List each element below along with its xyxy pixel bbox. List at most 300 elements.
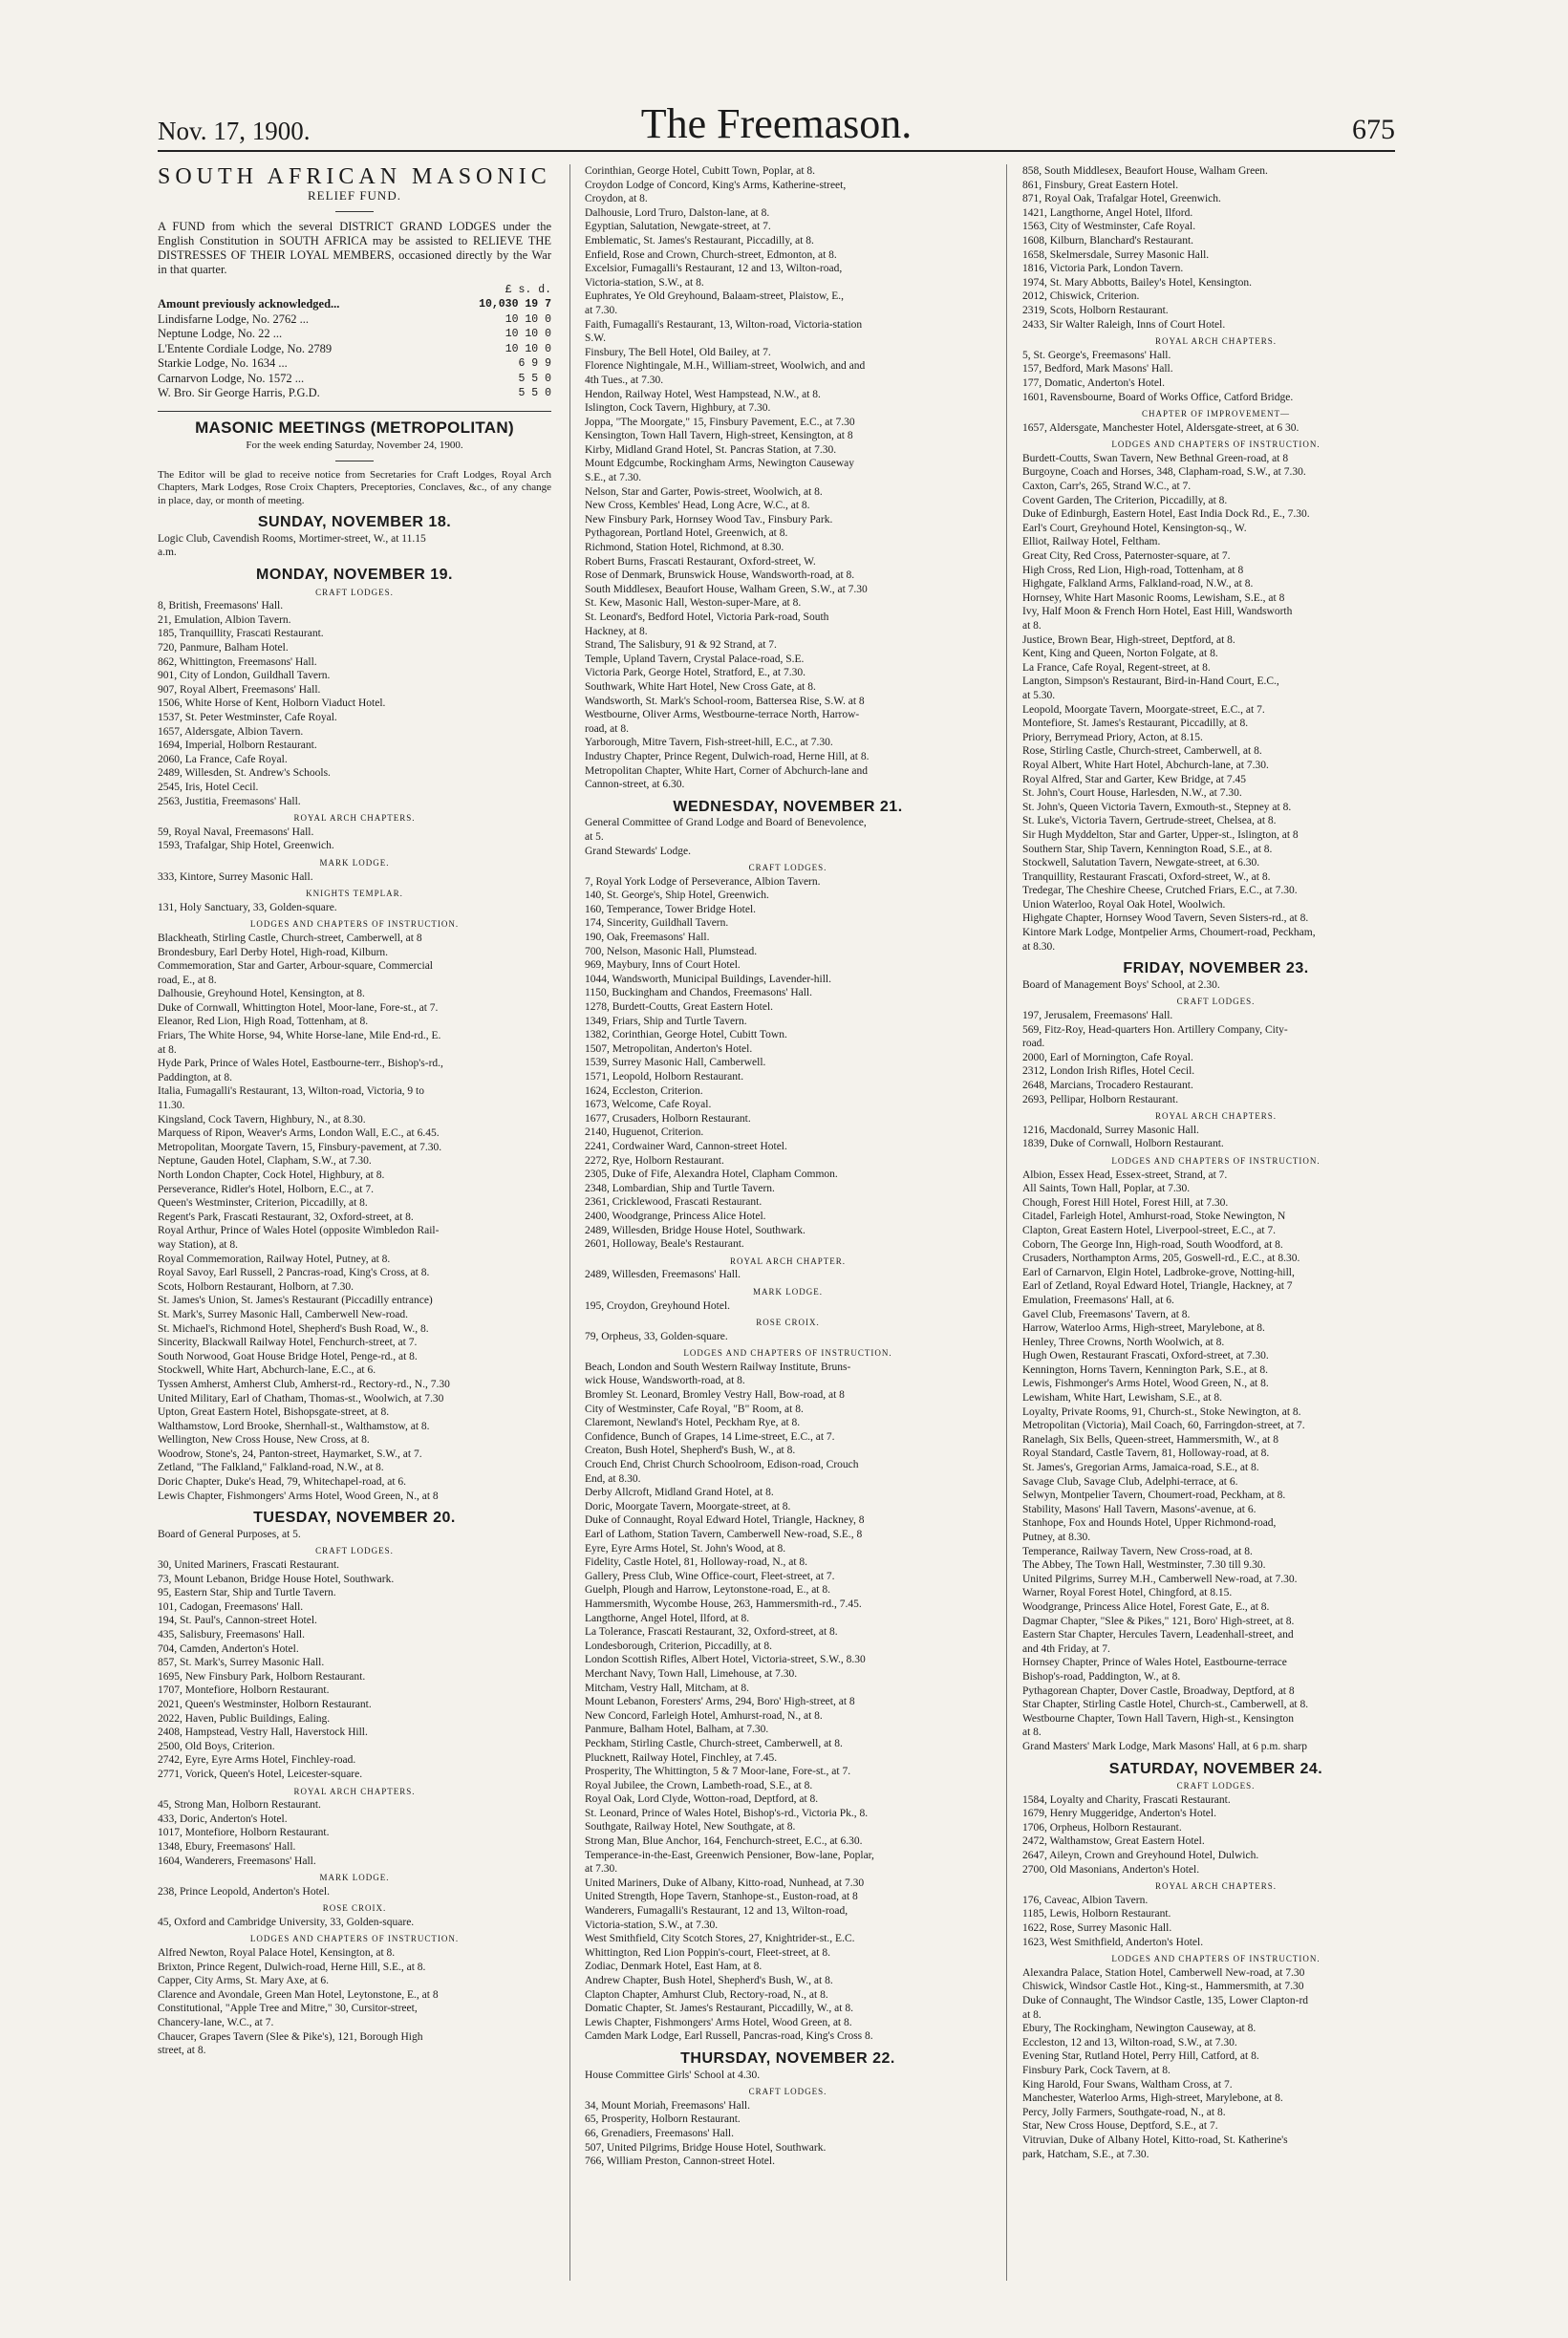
- meeting-entry: Kirby, Midland Grand Hotel, St. Pancras Station, at 7.30.: [585, 443, 837, 456]
- meeting-entry: Temperance, Railway Tavern, New Cross-road, at 8.: [1022, 1545, 1253, 1557]
- meeting-entry: Vitruvian, Duke of Albany Hotel, Kitto-road, St. Katherine's: [1022, 2134, 1288, 2146]
- meeting-entry: Peckham, Stirling Castle, Church-street, Camberwell, at 8.: [585, 1737, 843, 1749]
- meeting-entry: 2771, Vorick, Queen's Hotel, Leicester-square.: [158, 1768, 363, 1780]
- meeting-entry: at 5.30.: [1022, 689, 1056, 701]
- meeting-entry: Alexandra Palace, Station Hotel, Camberwell New-road, at 7.30: [1022, 1966, 1305, 1979]
- meeting-entry: Kennington, Horns Tavern, Kennington Park, S.E., at 8.: [1022, 1363, 1269, 1376]
- meeting-entry: Victoria-station, S.W., at 8.: [585, 276, 704, 289]
- meeting-entry: St. Mark's, Surrey Masonic Hall, Camberwell New-road.: [158, 1308, 409, 1320]
- category-heading: LODGES AND CHAPTERS OF INSTRUCTION.: [683, 1348, 892, 1359]
- category-heading: ROYAL ARCH CHAPTERS.: [1155, 1111, 1277, 1122]
- meeting-entry: 2472, Walthamstow, Great Eastern Hotel.: [1022, 1835, 1205, 1848]
- meeting-entry: Wellington, New Cross House, New Cross, at 8.: [158, 1434, 370, 1447]
- meeting-entry: 157, Bedford, Mark Masons' Hall.: [1022, 363, 1173, 375]
- meeting-entry: Marquess of Ripon, Weaver's Arms, London Wall, E.C., at 6.45.: [158, 1127, 440, 1140]
- meeting-entry: 1382, Corinthian, George Hotel, Cubitt Town.: [585, 1029, 787, 1041]
- meeting-entry: Crouch End, Christ Church Schoolroom, Edison-road, Crouch: [585, 1459, 859, 1471]
- relief-fund-title: SOUTH AFRICAN MASONIC: [158, 164, 551, 189]
- column-divider: [569, 164, 570, 2281]
- meeting-entry: Metropolitan, Moorgate Tavern, 15, Finsbury-pavement, at 7.30.: [158, 1141, 442, 1153]
- meeting-entry: St. John's, Queen Victoria Tavern, Exmouth-st., Stepney at 8.: [1022, 801, 1292, 813]
- meeting-entry: Corinthian, George Hotel, Cubitt Town, Poplar, at 8.: [585, 165, 816, 177]
- meeting-entry: 1657, Aldersgate, Albion Tavern.: [158, 725, 304, 738]
- meeting-entry: Covent Garden, The Criterion, Piccadilly, at 8.: [1022, 494, 1228, 506]
- category-heading: ROSE CROIX.: [322, 1903, 387, 1914]
- meeting-entry: 30, United Mariners, Frascati Restaurant.: [158, 1559, 340, 1572]
- meeting-entry: Stanhope, Fox and Hounds Hotel, Upper Richmond-road,: [1022, 1517, 1277, 1530]
- category-heading: MARK LODGE.: [753, 1286, 823, 1297]
- day-heading: FRIDAY, NOVEMBER 23.: [1123, 960, 1309, 977]
- meeting-entry: Chiswick, Windsor Castle Hot., King-st., Hammersmith, at 7.30: [1022, 1981, 1304, 1993]
- meeting-entry: Enfield, Rose and Crown, Church-street, Edmonton, at 8.: [585, 248, 837, 261]
- relief-fund-section: [158, 164, 551, 412]
- meeting-entry: Richmond, Station Hotel, Richmond, at 8.30.: [585, 542, 784, 554]
- meeting-entry: Islington, Cock Tavern, Highbury, at 7.30.: [585, 402, 771, 415]
- meeting-entry: Finsbury, The Bell Hotel, Old Bailey, at 7.: [585, 346, 771, 358]
- donation-row: [158, 356, 551, 372]
- meeting-entry: Selwyn, Montpelier Tavern, Choumert-road, Peckham, at 8.: [1022, 1490, 1286, 1502]
- meeting-entry: Capper, City Arms, St. Mary Axe, at 6.: [158, 1975, 330, 1987]
- meeting-entry: Clapton, Great Eastern Hotel, Liverpool-street, E.C., at 7.: [1022, 1224, 1277, 1236]
- meeting-entry: Tranquillity, Restaurant Frascati, Oxford-street, W., at 8.: [1022, 870, 1271, 883]
- meeting-entry: Southern Star, Ship Tavern, Kennington Road, S.E., at 8.: [1022, 843, 1273, 855]
- meeting-entry: Earl's Court, Greyhound Hotel, Kensington-sq., W.: [1022, 522, 1247, 534]
- meeting-entry: United Mariners, Duke of Albany, Kitto-road, Nunhead, at 7.30: [585, 1877, 865, 1889]
- meeting-entry: 2563, Justitia, Freemasons' Hall.: [158, 795, 301, 807]
- meeting-entry: Highgate, Falkland Arms, Falkland-road, N.W., at 8.: [1022, 578, 1254, 590]
- meeting-entry: and 4th Friday, at 7.: [1022, 1642, 1110, 1655]
- meeting-entry: Victoria-station, S.W., at 7.30.: [585, 1919, 719, 1931]
- meeting-entry: Guelph, Plough and Harrow, Leytonstone-road, E., at 8.: [585, 1584, 830, 1597]
- meeting-entry: 2601, Holloway, Beale's Restaurant.: [585, 1238, 744, 1251]
- donation-amount: 5 5 0: [518, 387, 551, 400]
- meeting-entry: Victoria Park, George Hotel, Stratford, E., at 7.30.: [585, 667, 805, 679]
- meeting-entry: 176, Caveac, Albion Tavern.: [1022, 1894, 1149, 1906]
- meeting-entry: Warner, Royal Forest Hotel, Chingford, at 8.15.: [1022, 1587, 1233, 1599]
- column-3: [1022, 164, 1409, 2290]
- meeting-entry: Leopold, Moorgate Tavern, Moorgate-street, E.C., at 7.: [1022, 703, 1265, 716]
- meeting-entry: Albion, Essex Head, Essex-street, Strand, at 7.: [1022, 1169, 1228, 1181]
- meeting-entry: Camden Mark Lodge, Earl Russell, Pancras-road, King's Cross 8.: [585, 2030, 873, 2043]
- meeting-entry: Panmure, Balham Hotel, Balham, at 7.30.: [585, 1724, 769, 1736]
- meeting-entry: Strand, The Salisbury, 91 & 92 Strand, at 7.: [585, 639, 777, 652]
- meeting-entry: Kent, King and Queen, Norton Folgate, at 8.: [1022, 648, 1218, 660]
- meeting-entry: South Middlesex, Beaufort House, Walham Green, S.W., at 7.30: [585, 583, 868, 595]
- donation-row: [158, 372, 551, 387]
- meeting-entry: Queen's Westminster, Criterion, Piccadilly, at 8.: [158, 1197, 368, 1210]
- meeting-entry: Dalhousie, Greyhound Hotel, Kensington, at 8.: [158, 988, 365, 1000]
- category-heading: LODGES AND CHAPTERS OF INSTRUCTION.: [249, 1934, 460, 1944]
- meeting-entry: Westbourne, Oliver Arms, Westbourne-terrace North, Harrow-: [585, 709, 860, 721]
- meeting-entry: 2060, La France, Cafe Royal.: [158, 753, 288, 765]
- meeting-entry: 720, Panmure, Balham Hotel.: [158, 642, 289, 654]
- meeting-entry: Robert Burns, Frascati Restaurant, Oxford-street, W.: [585, 555, 816, 568]
- category-heading: ROYAL ARCH CHAPTERS.: [293, 813, 416, 824]
- meeting-entry: 858, South Middlesex, Beaufort House, Walham Green.: [1022, 165, 1268, 177]
- meeting-entry: United Pilgrims, Surrey M.H., Camberwell New-road, at 7.30.: [1022, 1573, 1298, 1585]
- meeting-entry: Great City, Red Cross, Paternoster-square, at 7.: [1022, 550, 1231, 563]
- category-heading: ROYAL ARCH CHAPTERS.: [1155, 1881, 1277, 1892]
- meeting-entry: 2319, Scots, Holborn Restaurant.: [1022, 304, 1169, 316]
- meeting-entry: street, at 8.: [158, 2045, 206, 2057]
- meeting-entry: S.E., at 7.30.: [585, 472, 642, 484]
- meeting-entry: Percy, Jolly Farmers, Southgate-road, N., at 8.: [1022, 2106, 1226, 2118]
- meeting-entry: a.m.: [158, 547, 177, 559]
- relief-fund-subtitle: RELIEF FUND.: [308, 188, 401, 203]
- meeting-entry: Fidelity, Castle Hotel, 81, Holloway-road, N., at 8.: [585, 1556, 808, 1569]
- meeting-entry: Harrow, Waterloo Arms, High-street, Marylebone, at 8.: [1022, 1322, 1265, 1335]
- meeting-entry: Gallery, Press Club, Wine Office-court, Fleet-street, at 7.: [585, 1570, 835, 1582]
- meeting-entry: Euphrates, Ye Old Greyhound, Balaam-street, Plaistow, E.,: [585, 290, 845, 303]
- meeting-entry: at 7.30.: [585, 304, 618, 316]
- meeting-entry: Lewis Chapter, Fishmongers' Arms Hotel, Wood Green, at 8.: [585, 2016, 852, 2028]
- previous-total-row: [158, 297, 551, 312]
- meeting-entry: 1584, Loyalty and Charity, Frascati Restaurant.: [1022, 1793, 1231, 1806]
- meeting-entry: Eleanor, Red Lion, High Road, Tottenham, at 8.: [158, 1016, 369, 1028]
- meeting-entry: 45, Strong Man, Holborn Restaurant.: [158, 1799, 321, 1812]
- meeting-entry: Earl of Carnarvon, Elgin Hotel, Ladbroke-grove, Notting-hill,: [1022, 1266, 1295, 1278]
- meeting-entry: St. John's, Court House, Harlesden, N.W., at 7.30.: [1022, 787, 1242, 800]
- meeting-entry: 2742, Eyre, Eyre Arms Hotel, Finchley-road.: [158, 1754, 356, 1767]
- meeting-entry: Hugh Owen, Restaurant Frascati, Oxford-street, at 7.30.: [1022, 1350, 1269, 1362]
- meeting-entry: Brixton, Prince Regent, Dulwich-road, Herne Hill, S.E., at 8.: [158, 1961, 426, 1973]
- meeting-entry: Emulation, Freemasons' Hall, at 6.: [1022, 1294, 1174, 1306]
- category-heading: LODGES AND CHAPTERS OF INSTRUCTION.: [1111, 1954, 1321, 1964]
- meeting-entry: Doric, Moorgate Tavern, Moorgate-street, at 8.: [585, 1500, 791, 1512]
- meeting-entry: 1507, Metropolitan, Anderton's Hotel.: [585, 1042, 753, 1055]
- meeting-entry: at 8.30.: [1022, 940, 1056, 953]
- meeting-entry: Creaton, Bush Hotel, Shepherd's Bush, W., at 8.: [585, 1445, 796, 1457]
- meeting-entry: 11.30.: [158, 1100, 185, 1112]
- meeting-entry: 160, Temperance, Tower Bridge Hotel.: [585, 903, 757, 915]
- meeting-entry: Pythagorean, Portland Hotel, Greenwich, at 8.: [585, 527, 788, 540]
- meeting-entry: Hammersmith, Wycombe House, 263, Hammersmith-rd., 7.45.: [585, 1598, 862, 1610]
- meeting-entry: at 8.: [1022, 2008, 1042, 2021]
- meeting-entry: 433, Doric, Anderton's Hotel.: [158, 1812, 288, 1825]
- meeting-entry: 177, Domatic, Anderton's Hotel.: [1022, 376, 1165, 389]
- meeting-entry: Regent's Park, Frascati Restaurant, 32, Oxford-street, at 8.: [158, 1211, 414, 1223]
- meeting-entry: Hornsey Chapter, Prince of Wales Hotel, Eastbourne-terrace: [1022, 1657, 1287, 1669]
- category-heading: LODGES AND CHAPTERS OF INSTRUCTION.: [1111, 440, 1321, 450]
- meeting-entry: Board of General Purposes, at 5.: [158, 1528, 301, 1540]
- meeting-entry: Kensington, Town Hall Tavern, High-street, Kensington, at 8: [585, 430, 853, 442]
- page-number: 675: [1352, 114, 1395, 145]
- donation-amount: 5 5 0: [518, 372, 551, 385]
- meeting-entry: 1657, Aldersgate, Manchester Hotel, Aldersgate-street, at 6 30.: [1022, 421, 1300, 434]
- meeting-entry: Temple, Upland Tavern, Crystal Palace-road, S.E.: [585, 653, 805, 665]
- meeting-entry: 862, Whittington, Freemasons' Hall.: [158, 655, 317, 668]
- donation-name: Lindisfarne Lodge, No. 2762 ...: [158, 311, 309, 326]
- meeting-entry: 1622, Rose, Surrey Masonic Hall.: [1022, 1922, 1172, 1935]
- column-2: [585, 164, 991, 2290]
- meeting-entry: St. James's Union, St. James's Restaurant (Piccadilly entrance): [158, 1295, 433, 1307]
- donation-name: Starkie Lodge, No. 1634 ...: [158, 356, 288, 371]
- meeting-entry: Burgoyne, Coach and Horses, 348, Clapham-road, S.W., at 7.30.: [1022, 466, 1306, 479]
- meetings-list-col2: [585, 164, 991, 2169]
- meeting-entry: Kingsland, Cock Tavern, Highbury, N., at 8.30.: [158, 1113, 366, 1126]
- donation-row: [158, 342, 551, 357]
- category-heading: CRAFT LODGES.: [1176, 1781, 1256, 1791]
- donation-name: Carnarvon Lodge, No. 1572 ...: [158, 371, 305, 385]
- meeting-entry: Bishop's-road, Paddington, W., at 8.: [1022, 1670, 1181, 1683]
- day-heading: TUESDAY, NOVEMBER 20.: [253, 1510, 456, 1527]
- meeting-entry: 857, St. Mark's, Surrey Masonic Hall.: [158, 1657, 325, 1669]
- meeting-entry: Grand Stewards' Lodge.: [585, 845, 691, 857]
- meeting-entry: 1216, Macdonald, Surrey Masonic Hall.: [1022, 1124, 1199, 1136]
- meeting-entry: Lewis Chapter, Fishmongers' Arms Hotel, Wood Green, N., at 8: [158, 1490, 439, 1502]
- meeting-entry: 79, Orpheus, 33, Golden-square.: [585, 1330, 728, 1342]
- meeting-entry: 700, Nelson, Masonic Hall, Plumstead.: [585, 945, 758, 957]
- meeting-entry: park, Hatcham, S.E., at 7.30.: [1022, 2148, 1149, 2160]
- donation-amount: 10 10 0: [505, 342, 551, 355]
- meeting-entry: Lewisham, White Hart, Lewisham, S.E., at 8.: [1022, 1392, 1222, 1405]
- meeting-entry: Royal Albert, White Hart Hotel, Abchurch-lane, at 7.30.: [1022, 759, 1269, 771]
- meeting-entry: at 5.: [585, 830, 604, 843]
- meeting-entry: 1706, Orpheus, Holborn Restaurant.: [1022, 1821, 1182, 1834]
- meeting-entry: Andrew Chapter, Bush Hotel, Shepherd's Bush, W., at 8.: [585, 1975, 833, 1986]
- meeting-entry: High Cross, Red Lion, High-road, Tottenham, at 8: [1022, 564, 1244, 576]
- meeting-entry: 2648, Marcians, Trocadero Restaurant.: [1022, 1080, 1193, 1091]
- meeting-entry: St. James's, Gregorian Arms, Jamaica-road, S.E., at 8.: [1022, 1462, 1259, 1474]
- meetings-period: For the week ending Saturday, November 24, 1900.: [246, 440, 463, 452]
- meeting-entry: 185, Tranquillity, Frascati Restaurant.: [158, 628, 324, 640]
- meeting-entry: Plucknett, Railway Hotel, Finchley, at 7.45.: [585, 1751, 778, 1764]
- meeting-entry: 45, Oxford and Cambridge University, 33, Golden-square.: [158, 1916, 415, 1928]
- meeting-entry: wick House, Wandsworth-road, at 8.: [585, 1375, 745, 1387]
- meeting-entry: Brondesbury, Earl Derby Hotel, High-road, Kilburn.: [158, 946, 389, 958]
- meeting-entry: Star Chapter, Stirling Castle Hotel, Church-st., Camberwell, at 8.: [1022, 1699, 1309, 1711]
- meeting-entry: 2408, Hampstead, Vestry Hall, Haverstock Hill.: [158, 1727, 368, 1739]
- meeting-entry: 2305, Duke of Fife, Alexandra Hotel, Clapham Common.: [585, 1169, 838, 1181]
- meeting-entry: Stockwell, Salutation Tavern, Newgate-street, at 6.30.: [1022, 857, 1260, 869]
- meeting-entry: Yarborough, Mitre Tavern, Fish-street-hill, E.C., at 7.30.: [585, 737, 833, 749]
- meeting-entry: 569, Fitz-Roy, Head-quarters Hon. Artillery Company, City-: [1022, 1023, 1288, 1036]
- relief-fund-intro: A FUND from which the several DISTRICT GRAND LODGES under the English Constitution in SOUTH AFRICA may be assisted to RELIEVE THE DISTRESSES OF THEIR LOYAL MEMBERS, occasioned directly by the War in that quarter.: [158, 219, 551, 276]
- meeting-entry: La France, Cafe Royal, Regent-street, at 8.: [1022, 661, 1211, 674]
- meeting-entry: 2312, London Irish Rifles, Hotel Cecil.: [1022, 1065, 1195, 1078]
- category-heading: CRAFT LODGES.: [1176, 997, 1256, 1007]
- meeting-entry: Hornsey, White Hart Masonic Rooms, Lewisham, S.E., at 8: [1022, 591, 1285, 604]
- meeting-entry: Priory, Berrymead Priory, Acton, at 8.15.: [1022, 731, 1203, 743]
- meeting-entry: 1604, Wanderers, Freemasons' Hall.: [158, 1855, 316, 1867]
- meeting-entry: Zodiac, Denmark Hotel, East Ham, at 8.: [585, 1961, 763, 1973]
- meeting-entry: Hendon, Railway Hotel, West Hampstead, N.W., at 8.: [585, 388, 821, 400]
- meeting-entry: Friars, The White Horse, 94, White Horse-lane, Mile End-rd., E.: [158, 1030, 441, 1042]
- category-heading: CRAFT LODGES.: [748, 2087, 827, 2097]
- meeting-entry: Rose, Stirling Castle, Church-street, Camberwell, at 8.: [1022, 745, 1262, 758]
- day-heading: MONDAY, NOVEMBER 19.: [256, 567, 453, 584]
- meeting-entry: Duke of Connaught, The Windsor Castle, 135, Lower Clapton-rd: [1022, 1995, 1309, 2006]
- meeting-entry: Eccleston, 12 and 13, Wilton-road, S.W., at 7.30.: [1022, 2036, 1237, 2048]
- column-divider: [1006, 164, 1007, 2281]
- column-1: [158, 164, 551, 2290]
- meeting-entry: 1421, Langthorne, Angel Hotel, Ilford.: [1022, 206, 1193, 219]
- meeting-entry: Southgate, Railway Hotel, New Southgate, at 8.: [585, 1821, 796, 1834]
- masthead-title: The Freemason.: [640, 100, 913, 147]
- meeting-entry: Elliot, Railway Hotel, Feltham.: [1022, 536, 1161, 548]
- meeting-entry: 2021, Queen's Westminster, Holborn Restaurant.: [158, 1698, 372, 1710]
- meeting-entry: Ebury, The Rockingham, Newington Causeway, at 8.: [1022, 2023, 1257, 2035]
- meeting-entry: Clapton Chapter, Amhurst Club, Rectory-road, N., at 8.: [585, 1988, 828, 2001]
- donation-name: W. Bro. Sir George Harris, P.G.D.: [158, 386, 320, 400]
- meeting-entry: New Concord, Farleigh Hotel, Amhurst-road, N., at 8.: [585, 1709, 823, 1722]
- meeting-entry: Tredegar, The Cheshire Cheese, Crutched Friars, E.C., at 7.30.: [1022, 885, 1298, 897]
- meeting-entry: Royal Standard, Castle Tavern, 81, Holloway-road, at 8.: [1022, 1448, 1270, 1460]
- currency-header: £ s. d.: [505, 283, 551, 296]
- meeting-entry: Italia, Fumagalli's Restaurant, 13, Wilton-road, Victoria, 9 to: [158, 1085, 424, 1098]
- meeting-entry: Clarence and Avondale, Green Man Hotel, Leytonstone, E., at 8: [158, 1988, 439, 2001]
- meeting-entry: Egyptian, Salutation, Newgate-street, at 7.: [585, 221, 771, 233]
- meetings-editor-note: The Editor will be glad to receive notice from Secretaries for Craft Lodges, Royal Arch Chapters, Mark Lodges, Rose Croix Chapters, Preceptories, Conclaves, &c., of any change in place, day, or month of meeting.: [158, 468, 551, 506]
- meeting-entry: United Military, Earl of Chatham, Thomas-st., Woolwich, at 7.30: [158, 1392, 444, 1405]
- meeting-entry: Rose of Denmark, Brunswick House, Wandsworth-road, at 8.: [585, 569, 855, 582]
- meeting-entry: Ivy, Half Moon & French Horn Hotel, East Hill, Wandsworth: [1022, 606, 1293, 618]
- meeting-entry: 907, Royal Albert, Freemasons' Hall.: [158, 683, 321, 696]
- meeting-entry: The Abbey, The Town Hall, Westminster, 7.30 till 9.30.: [1022, 1559, 1266, 1572]
- meeting-entry: Merchant Navy, Town Hall, Limehouse, at 7.30.: [585, 1667, 798, 1680]
- meeting-entry: Wanderers, Fumagalli's Restaurant, 12 and 13, Wilton-road,: [585, 1905, 848, 1918]
- meetings-list-col1: [158, 516, 551, 2058]
- category-heading: CRAFT LODGES.: [315, 587, 394, 597]
- donation-row: [158, 327, 551, 342]
- donation-row: [158, 386, 551, 401]
- day-heading: SUNDAY, NOVEMBER 18.: [257, 514, 452, 531]
- category-heading: CRAFT LODGES.: [315, 1546, 394, 1556]
- meeting-entry: Coborn, The George Inn, High-road, South Woodford, at 8.: [1022, 1238, 1283, 1251]
- meeting-entry: 871, Royal Oak, Trafalgar Hotel, Greenwich.: [1022, 193, 1221, 205]
- meeting-entry: S.W.: [585, 332, 606, 345]
- meeting-entry: St. Michael's, Richmond Hotel, Shepherd's Bush Road, W., 8.: [158, 1322, 429, 1335]
- meeting-entry: at 8.: [158, 1043, 177, 1056]
- meeting-entry: 1539, Surrey Masonic Hall, Camberwell.: [585, 1057, 766, 1069]
- meeting-entry: 2433, Sir Walter Raleigh, Inns of Court Hotel.: [1022, 318, 1226, 331]
- meeting-entry: at 7.30.: [585, 1863, 618, 1876]
- meeting-entry: Mitcham, Vestry Hall, Mitcham, at 8.: [585, 1682, 749, 1694]
- meeting-entry: Paddington, at 8.: [158, 1071, 232, 1083]
- meeting-entry: 2489, Willesden, Bridge House Hotel, Southwark.: [585, 1224, 805, 1236]
- meeting-entry: Earl of Zetland, Royal Edward Hotel, Triangle, Hackney, at 7: [1022, 1280, 1293, 1293]
- meeting-entry: 1278, Burdett-Coutts, Great Eastern Hotel.: [585, 1001, 774, 1014]
- meeting-entry: 1150, Buckingham and Chandos, Freemasons' Hall.: [585, 987, 813, 999]
- meeting-entry: 195, Croydon, Greyhound Hotel.: [585, 1299, 731, 1312]
- meeting-entry: 2489, Willesden, St. Andrew's Schools.: [158, 767, 331, 780]
- donation-name: Neptune Lodge, No. 22 ...: [158, 327, 283, 341]
- meeting-entry: 8, British, Freemasons' Hall.: [158, 600, 284, 612]
- meeting-entry: Sincerity, Blackwall Railway Hotel, Fenchurch-street, at 7.: [158, 1337, 418, 1349]
- meeting-entry: Whittington, Red Lion Poppin's-court, Fleet-street, at 8.: [585, 1946, 830, 1959]
- meeting-entry: 1017, Montefiore, Holborn Restaurant.: [158, 1827, 330, 1839]
- meeting-entry: Earl of Lathom, Station Tavern, Camberwell New-road, S.E., 8: [585, 1529, 863, 1540]
- meeting-entry: Metropolitan (Victoria), Mail Coach, 60, Farringdon-street, at 7.: [1022, 1420, 1305, 1432]
- meeting-entry: Crusaders, Northampton Arms, 205, Goswell-rd., E.C., at 8.30.: [1022, 1253, 1300, 1265]
- meeting-entry: Ranelagh, Six Bells, Queen-street, Hammersmith, W., at 8: [1022, 1433, 1278, 1446]
- meeting-entry: London Scottish Rifles, Albert Hotel, Victoria-street, S.W., 8.30: [585, 1654, 866, 1666]
- donation-amount: 6 9 9: [518, 357, 551, 371]
- meeting-entry: Upton, Great Eastern Hotel, Bishopsgate-street, at 8.: [158, 1406, 390, 1419]
- meeting-entry: 2500, Old Boys, Criterion.: [158, 1740, 275, 1752]
- meeting-entry: Henley, Three Crowns, North Woolwich, at 8.: [1022, 1336, 1225, 1348]
- meeting-entry: 4th Tues., at 7.30.: [585, 374, 664, 386]
- donation-row: [158, 312, 551, 328]
- meeting-entry: Domatic Chapter, St. James's Restaurant, Piccadilly, W., at 8.: [585, 2003, 853, 2015]
- meeting-entry: 1694, Imperial, Holborn Restaurant.: [158, 740, 317, 752]
- meeting-entry: 190, Oak, Freemasons' Hall.: [585, 932, 710, 944]
- meeting-entry: 2140, Huguenot, Criterion.: [585, 1126, 704, 1139]
- meeting-entry: at 8.: [1022, 1727, 1042, 1739]
- meeting-entry: Westbourne Chapter, Town Hall Tavern, High-st., Kensington: [1022, 1712, 1295, 1725]
- meeting-entry: 2489, Willesden, Freemasons' Hall.: [585, 1269, 741, 1281]
- meeting-entry: Tyssen Amherst, Amherst Club, Amherst-rd., Rectory-rd., N., 7.30: [158, 1378, 450, 1390]
- donation-name: L'Entente Cordiale Lodge, No. 2789: [158, 341, 333, 355]
- meeting-entry: 1624, Eccleston, Criterion.: [585, 1084, 703, 1097]
- meeting-entry: 1974, St. Mary Abbotts, Bailey's Hotel, Kensington.: [1022, 276, 1253, 289]
- meeting-entry: 1348, Ebury, Freemasons' Hall.: [158, 1840, 296, 1853]
- meeting-entry: City of Westminster, Cafe Royal, "B" Room, at 8.: [585, 1403, 804, 1415]
- meeting-entry: Walthamstow, Lord Brooke, Shernhall-st., Walthamstow, at 8.: [158, 1420, 430, 1432]
- meeting-entry: Blackheath, Stirling Castle, Church-street, Camberwell, at 8: [158, 932, 422, 944]
- meeting-entry: 140, St. George's, Ship Hotel, Greenwich.: [585, 890, 769, 902]
- meeting-entry: Woodgrange, Princess Alice Hotel, Forest Gate, E., at 8.: [1022, 1600, 1270, 1613]
- meeting-entry: Claremont, Newland's Hotel, Peckham Rye, at 8.: [585, 1417, 801, 1429]
- meeting-entry: Hyde Park, Prince of Wales Hotel, Eastbourne-terr., Bishop's-rd.,: [158, 1058, 443, 1070]
- meeting-entry: 969, Maybury, Inns of Court Hotel.: [585, 959, 741, 972]
- meeting-entry: Grand Masters' Mark Lodge, Mark Masons' Hall, at 6 p.m. sharp: [1022, 1740, 1307, 1752]
- meeting-entry: Confidence, Bunch of Grapes, 14 Lime-street, E.C., at 7.: [585, 1430, 835, 1443]
- previous-total-label: Amount previously acknowledged...: [158, 297, 340, 311]
- meeting-entry: 2700, Old Masonians, Anderton's Hotel.: [1022, 1863, 1200, 1876]
- meeting-entry: 101, Cadogan, Freemasons' Hall.: [158, 1600, 304, 1613]
- meeting-entry: 1608, Kilburn, Blanchard's Restaurant.: [1022, 234, 1194, 247]
- meeting-entry: 1601, Ravensbourne, Board of Works Office, Catford Bridge.: [1022, 391, 1294, 403]
- meeting-entry: Board of Management Boys' School, at 2.30.: [1022, 978, 1220, 991]
- meeting-entry: Citadel, Farleigh Hotel, Amhurst-road, Stoke Newington, N: [1022, 1211, 1286, 1223]
- meeting-entry: 2545, Iris, Hotel Cecil.: [158, 781, 259, 793]
- meeting-entry: Evening Star, Rutland Hotel, Perry Hill, Catford, at 8.: [1022, 2050, 1259, 2063]
- day-heading: SATURDAY, NOVEMBER 24.: [1108, 1760, 1323, 1777]
- meeting-entry: 197, Jerusalem, Freemasons' Hall.: [1022, 1010, 1173, 1022]
- meeting-entry: 238, Prince Leopold, Anderton's Hotel.: [158, 1885, 330, 1898]
- meeting-entry: Constitutional, "Apple Tree and Mitre," 30, Cursitor-street,: [158, 2003, 418, 2015]
- meeting-entry: Duke of Cornwall, Whittington Hotel, Moor-lane, Fore-st., at 7.: [158, 1001, 439, 1014]
- meeting-entry: Royal Savoy, Earl Russell, 2 Pancras-road, King's Cross, at 8.: [158, 1267, 430, 1279]
- meeting-entry: Finsbury Park, Cock Tavern, at 8.: [1022, 2064, 1171, 2076]
- meeting-entry: 194, St. Paul's, Cannon-street Hotel.: [158, 1615, 317, 1627]
- meeting-entry: Royal Alfred, Star and Garter, Kew Bridge, at 7.45: [1022, 773, 1246, 785]
- meeting-entry: All Saints, Town Hall, Poplar, at 7.30.: [1022, 1183, 1191, 1195]
- meeting-entry: Chancery-lane, W.C., at 7.: [158, 2017, 274, 2029]
- meeting-entry: 1185, Lewis, Holborn Restaurant.: [1022, 1908, 1171, 1920]
- meeting-entry: Langthorne, Angel Hotel, Ilford, at 8.: [585, 1612, 750, 1624]
- meeting-entry: General Committee of Grand Lodge and Board of Benevolence,: [585, 817, 867, 829]
- meeting-entry: South Norwood, Goat House Bridge Hotel, Penge-rd., at 8.: [158, 1350, 418, 1362]
- meeting-entry: Logic Club, Cavendish Rooms, Mortimer-street, W., at 11.15: [158, 532, 426, 545]
- meeting-entry: Kintore Mark Lodge, Montpelier Arms, Choumert-road, Peckham,: [1022, 927, 1316, 939]
- meeting-entry: Lewis, Fishmonger's Arms Hotel, Wood Green, N., at 8.: [1022, 1378, 1269, 1390]
- meeting-entry: Royal Commemoration, Railway Hotel, Putney, at 8.: [158, 1253, 391, 1265]
- meeting-entry: Beach, London and South Western Railway Institute, Bruns-: [585, 1361, 851, 1373]
- meeting-entry: 1695, New Finsbury Park, Holborn Restaurant.: [158, 1670, 366, 1683]
- meeting-entry: West Smithfield, City Scotch Stores, 27, Knightrider-st., E.C.: [585, 1933, 855, 1945]
- category-heading: ROYAL ARCH CHAPTERS.: [293, 1786, 416, 1796]
- meeting-entry: Duke of Edinburgh, Eastern Hotel, East India Dock Rd., E., 7.30.: [1022, 508, 1310, 521]
- category-heading: ROYAL ARCH CHAPTERS.: [1155, 336, 1277, 347]
- meeting-entry: 861, Finsbury, Great Eastern Hotel.: [1022, 179, 1179, 191]
- meeting-entry: Woodrow, Stone's, 24, Panton-street, Haymarket, S.W., at 7.: [158, 1448, 422, 1460]
- meeting-entry: 5, St. George's, Freemasons' Hall.: [1022, 349, 1171, 361]
- page-header: [158, 100, 1395, 152]
- meeting-entry: 59, Royal Naval, Freemasons' Hall.: [158, 826, 314, 838]
- meeting-entry: Dagmar Chapter, "Slee & Pikes," 121, Boro' High-street, at 8.: [1022, 1615, 1295, 1627]
